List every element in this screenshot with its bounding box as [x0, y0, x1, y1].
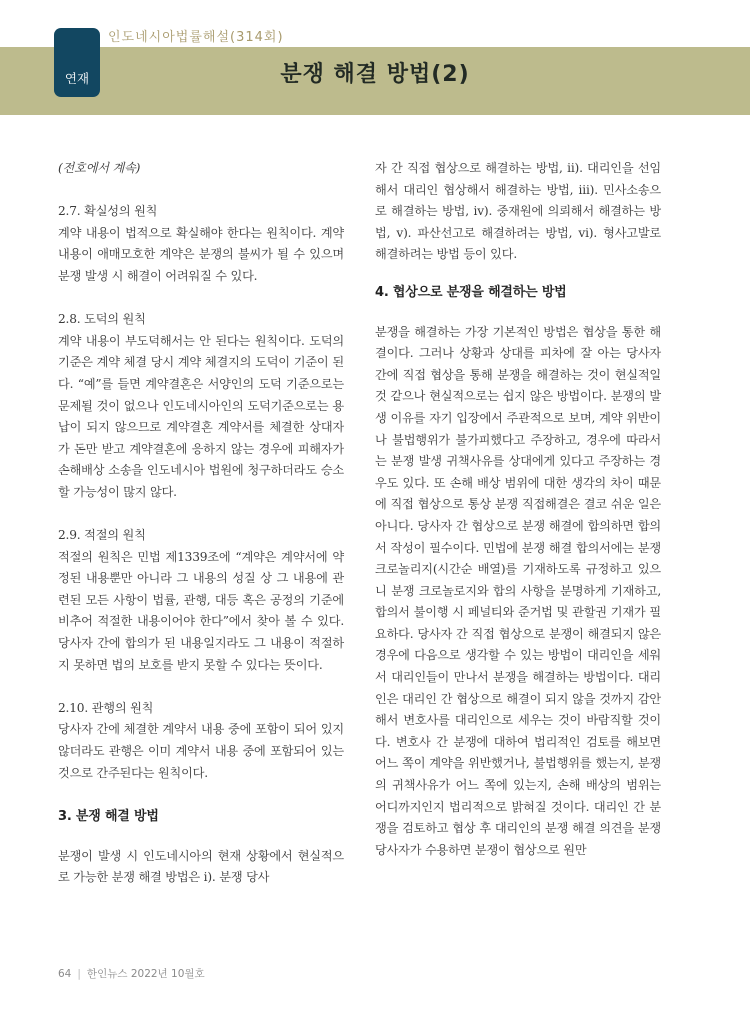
section-4-heading: 4. 협상으로 분쟁을 해결하는 방법	[375, 284, 567, 300]
section-2-8-body: 계약 내용이 부도덕해서는 안 된다는 원칙이다. 도덕의 기준은 계약 체결 당시 계약 체결지의 도덕이 기준이 된다. “예”를 들면 계약결혼은 서양인의 도덕 기준으로는 문제될 것이 없으나 인도네시아인의 도덕기준으로는 용납이 되지 않으므로 계약결혼 계약서를 체결한 상대자가 돈만 받고 계약결혼에 응하지 않는 경우에 피해자가 손해배상 소송을 인도네시아 법원에 청구하더라도 승소할 가능성이 많지 않다.	[58, 333, 344, 499]
left-column	[58, 158, 344, 889]
section-2-7-title: 2.7. 확실성의 원칙	[58, 204, 158, 219]
series-label: 인도네시아법률해설(314회)	[108, 30, 284, 45]
section-4-body: 분쟁을 해결하는 가장 기본적인 방법은 협상을 통한 해결이다. 그러나 상황과 상대를 피차에 잘 아는 당사자 간에 직접 협상을 통해 분쟁을 해결하는 것이 현실적일 것 같으나 현실적으로는 쉽지 않은 방법이다. 분쟁의 발생 이유를 자기 입장에서 주관적으로 보며, 계약 위반이나 불법행위가 불가피했다고 주장하고, 경우에 따라서는 분쟁 발생 귀책사유를 상대에게 있다고 주장하는 경우도 있다. 또 손해 배상 범위에 대한 생각의 차이 때문에 직접 협상으로 통상 분쟁 직접해결은 결코 쉬운 일은 아니다. 당사자 간 협상으로 분쟁 해결에 합의하면 합의서 작성이 필수이다. 민법에 분쟁 해결 합의서에는 분쟁 크로놀리지(시간순 배열)를 기재하도록 규정하고 있으니 분쟁 크로놀로지와 합의 사항을 분명하게 기재하고, 합의서 불이행 시 페널티와 준거법 및 관할권 기재가 필요하다. 당사자 간 직접 협상으로 분쟁이 해결되지 않은 경우에 다음으로 생각할 수 있는 방법이 대리인을 세워서 대리인들이 만나서 분쟁을 해결하는 방법이다. 대리인은 대리인 간 협상으로 해결이 되지 않을 것까지 감안해서 변호사를 대리인으로 세우는 것이 바람직할 것이다. 변호사 간 분쟁에 대하여 법리적인 검토를 해보면 어느 쪽이 계약을 위반했거나, 불법행위를 했는지, 분쟁의 귀책사유가 어느 쪽에 있는지, 손해 배상의 범위는 어디까지인지 법리적으로 밝혀질 것이다. 대리인 간 분쟁을 검토하고 협상 후 대리인의 분쟁 해결 의견을 분쟁 당사자가 수용하면 분쟁이 협상으로 원만	[375, 324, 661, 857]
section-3-heading: 3. 분쟁 해결 방법	[58, 809, 159, 825]
section-2-8-title: 2.8. 도덕의 원칙	[58, 312, 146, 327]
right-column	[375, 158, 661, 861]
section-2-10-title: 2.10. 관행의 원칙	[58, 700, 154, 715]
continuation-note: (전호에서 계속)	[58, 161, 141, 175]
article-title: 분쟁 해결 방법(2)	[280, 62, 470, 87]
section-3-continued: 자 간 직접 협상으로 해결하는 방법, ii). 대리인을 선임해서 대리인 협상해서 해결하는 방법, iii). 민사소송으로 해결하는 방법, iv). 중재원에 의뢰해서 해결하는 방법, v). 파산선고로 해결하려는 방법, vi). 형사고발로 해결하려는 방법 등이 있다.	[375, 161, 661, 262]
publication-name: 한인뉴스 2022년 10월호	[86, 968, 205, 980]
series-badge-label: 연재	[64, 71, 90, 86]
section-2-10-body: 당사자 간에 체결한 계약서 내용 중에 포함이 되어 있지 않더라도 관행은 이미 계약서 내용 중에 포함되어 있는 것으로 간주된다는 원칙이다.	[58, 722, 344, 780]
page-number: 64	[58, 968, 72, 980]
page-footer	[58, 966, 205, 981]
section-3-body: 분쟁이 발생 시 인도네시아의 현재 상황에서 현실적으로 가능한 분쟁 해결 방법은 i). 분쟁 당사	[58, 848, 344, 885]
section-2-9-title: 2.9. 적절의 원칙	[58, 528, 146, 543]
footer-separator: |	[77, 968, 81, 980]
section-2-7-body: 계약 내용이 법적으로 확실해야 한다는 원칙이다. 계약 내용이 애매모호한 계약은 분쟁의 불씨가 될 수 있으며 분쟁 발생 시 해결이 어려워질 수 있다.	[58, 225, 344, 283]
section-2-9-body: 적절의 원칙은 민법 제1339조에 “계약은 계약서에 약정된 내용뿐만 아니라 그 내용의 성질 상 그 내용에 관련된 모든 사항이 법률, 관행, 대등 혹은 공정의 기준에 비추어 적절한 내용이어야 한다”에서 찾아 볼 수 있다. 당사자 간에 합의가 된 내용일지라도 그 내용이 적절하지 못하면 법의 보호를 받지 못할 수 있다는 뜻이다.	[58, 549, 344, 672]
